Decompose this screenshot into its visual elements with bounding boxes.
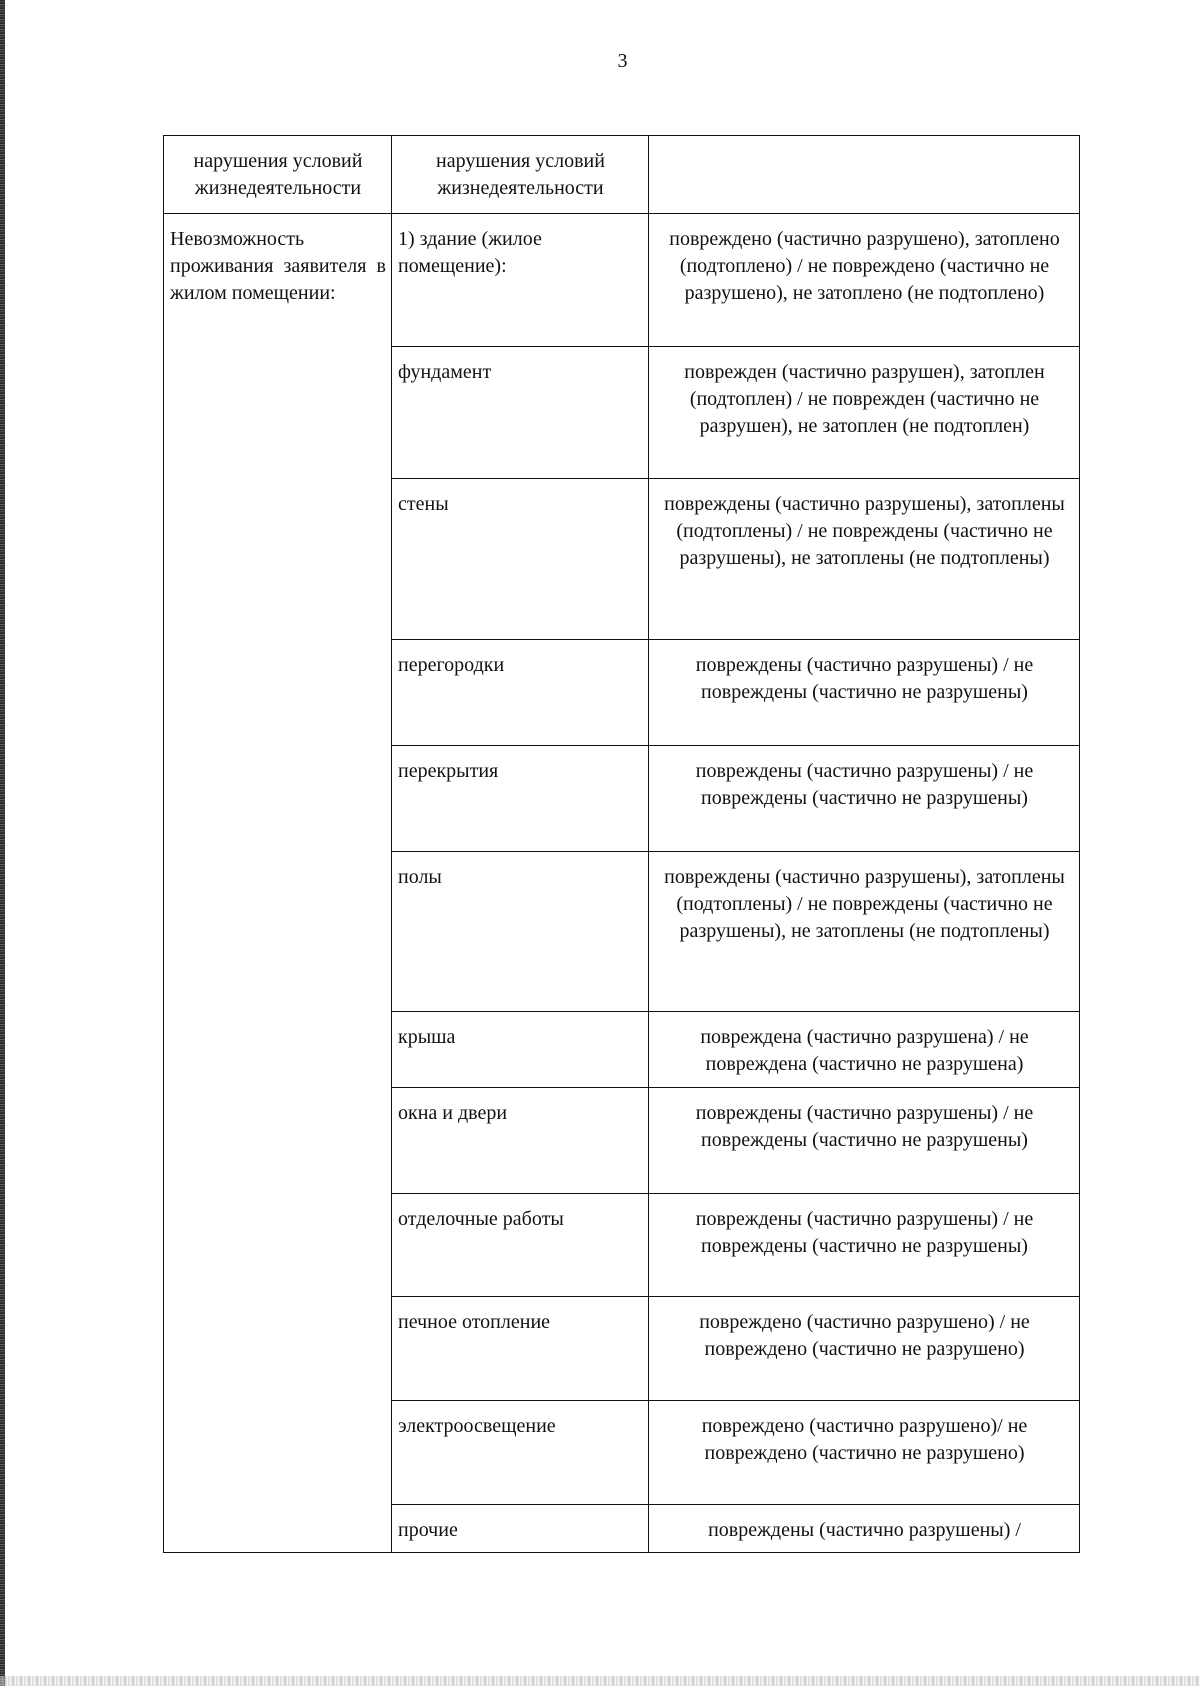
state-cell: повреждены (частично разрушены), затоплены (подтоплены) / не повреждены (частично не разрушены), не затоплены (не подтоплены) [649,852,1080,1012]
state-cell: повреждены (частично разрушены) / не повреждены (частично не разрушены) [649,1194,1080,1297]
scan-edge [0,0,5,1686]
state-cell: повреждены (частично разрушены) / [649,1505,1080,1553]
component-cell: стены [392,479,649,640]
component-cell: окна и двери [392,1088,649,1194]
left-label-cell [164,214,392,1553]
component-cell: прочие [392,1505,649,1553]
state-cell: повреждена (частично разрушена) / не повреждена (частично не разрушена) [649,1012,1080,1088]
header-cell-2: нарушения условий жизнедеятельности [392,136,649,214]
component-cell: фундамент [392,347,649,479]
scan-edge-bottom [0,1676,1200,1686]
component-cell: крыша [392,1012,649,1088]
header-cell-1: нарушения условий жизнедеятельности [164,136,392,214]
state-cell: повреждено (частично разрушено) / не повреждено (частично не разрушено) [649,1297,1080,1401]
assessment-table [163,135,1080,1553]
state-cell: повреждено (частично разрушено), затоплено (подтоплено) / не повреждено (частично не разрушено), не затоплено (не подтоплено) [649,214,1080,347]
component-cell: электроосвещение [392,1401,649,1505]
component-cell: перекрытия [392,746,649,852]
state-cell: повреждены (частично разрушены) / не повреждены (частично не разрушены) [649,746,1080,852]
table-header-row [164,136,1080,214]
component-cell: 1) здание (жилое помещение): [392,214,649,347]
component-cell: отделочные работы [392,1194,649,1297]
left-label-text: Невозможность проживания заявителя в жилом помещении: [170,228,386,304]
table-row [164,214,1080,347]
state-cell: повреждены (частично разрушены) / не повреждены (частично не разрушены) [649,640,1080,746]
component-cell: перегородки [392,640,649,746]
state-cell: повреждены (частично разрушены), затоплены (подтоплены) / не повреждены (частично не разрушены), не затоплены (не подтоплены) [649,479,1080,640]
page-number: 3 [617,50,628,72]
state-cell: повреждены (частично разрушены) / не повреждены (частично не разрушены) [649,1088,1080,1194]
state-cell: повреждено (частично разрушено)/ не повреждено (частично не разрушено) [649,1401,1080,1505]
component-cell: полы [392,852,649,1012]
state-cell: поврежден (частично разрушен), затоплен (подтоплен) / не поврежден (частично не разрушен), не затоплен (не подтоплен) [649,347,1080,479]
header-cell-3 [649,136,1080,214]
component-cell: печное отопление [392,1297,649,1401]
